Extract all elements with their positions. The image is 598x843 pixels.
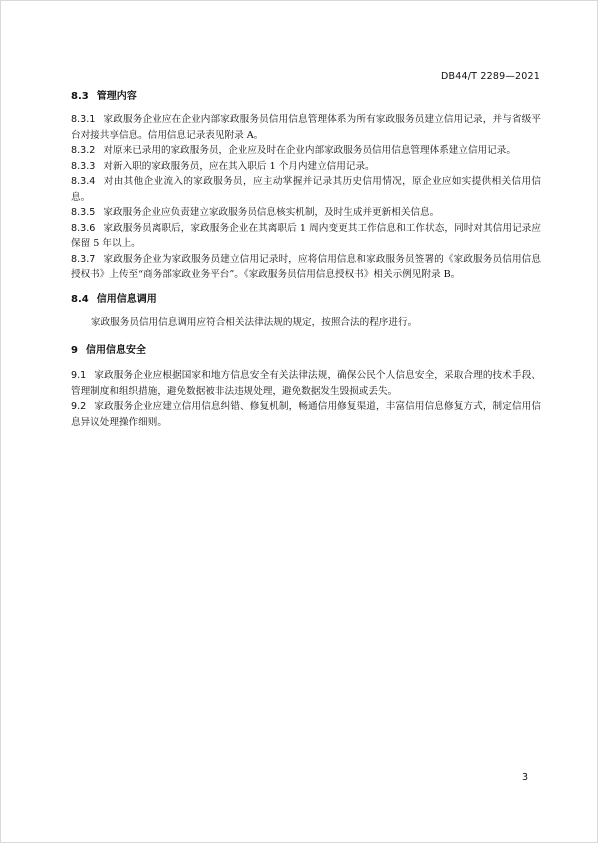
clause-9-2 <box>71 399 541 430</box>
section-9-heading <box>71 344 541 358</box>
clause-8-3-6 <box>71 221 541 252</box>
clause-number: 8.3.1 <box>71 114 96 125</box>
clause-number: 8.3.7 <box>71 253 96 265</box>
clause-text: 家政服务企业为家政服务员建立信用记录时，应将信用信息和家政服务员签署的《家政服务员信用信息授权书》上传至“商务部家政业务平台”。《家政服务员信用信息授权书》相关示例见附录 B。 <box>71 253 541 280</box>
clause-number: 8.3.4 <box>71 176 96 187</box>
clause-number: 9.2 <box>71 401 87 412</box>
clause-8-3-7 <box>71 252 541 283</box>
clause-text: 对由其他企业流入的家政服务员，应主动掌握并记录其历史信用情况，原企业应如实提供相关信用信息。 <box>71 176 541 203</box>
clause-number: 8.3.5 <box>71 207 96 218</box>
clause-8-3-2 <box>71 143 541 159</box>
clause-text: 对新入职的家政服务员，应在其入职后 1 个月内建立信用记录。 <box>103 160 375 172</box>
clause-text: 家政服务企业应建立信用信息纠错、修复机制，畅通信用修复渠道，丰富信用信息修复方式，制定信用信息异议处理操作细则。 <box>71 401 541 428</box>
clause-text: 家政服务企业应负责建立家政服务员信息核实机制，及时生成并更新相关信息。 <box>103 207 440 218</box>
clause-text: 家政服务企业应在企业内部家政服务员信用信息管理体系为所有家政服务员建立信用记录，并与省级平台对接共享信息。信用信息记录表见附录 A。 <box>71 114 541 141</box>
page-number: 3 <box>521 772 528 783</box>
document-body <box>71 90 541 430</box>
section-number: 9 <box>71 345 78 356</box>
clause-8-3-4 <box>71 174 541 205</box>
standard-code: DB44/T 2289—2021 <box>441 71 540 82</box>
clause-number: 8.3.6 <box>71 222 96 234</box>
clause-number: 8.3.3 <box>71 160 96 172</box>
section-number: 8.4 <box>71 293 89 305</box>
clause-text: 对原来已录用的家政服务员，企业应及时在企业内部家政服务员信用信息管理体系建立信用记录。 <box>103 145 516 156</box>
clause-number: 9.1 <box>71 370 87 381</box>
section-8-3-heading <box>71 90 541 104</box>
clause-text: 家政服务企业应根据国家和地方信息安全有关法律法规，确保公民个人信息安全，采取合理的技术手段、管理制度和组织措施，避免数据被非法违规处理，避免数据发生毁损或丢失。 <box>71 370 541 397</box>
clause-8-3-5 <box>71 205 541 221</box>
clause-8-3-1 <box>71 112 541 143</box>
section-title: 信用信息调用 <box>96 293 157 305</box>
clause-text: 家政服务员离职后，家政服务企业在其离职后 1 周内变更其工作信息和工作状态，同时对其信用记录应保留 5 年以上。 <box>71 222 541 249</box>
clause-9-1 <box>71 368 541 399</box>
section-title: 管理内容 <box>96 91 137 102</box>
section-number: 8.3 <box>71 91 89 102</box>
clause-8-3-3 <box>71 159 541 175</box>
clause-number: 8.3.2 <box>71 145 96 156</box>
section-8-4-text: 家政服务员信用信息调用应符合相关法律法规的规定，按照合法的程序进行。 <box>91 316 418 328</box>
section-title: 信用信息安全 <box>85 345 146 356</box>
section-8-4-heading <box>71 293 541 307</box>
